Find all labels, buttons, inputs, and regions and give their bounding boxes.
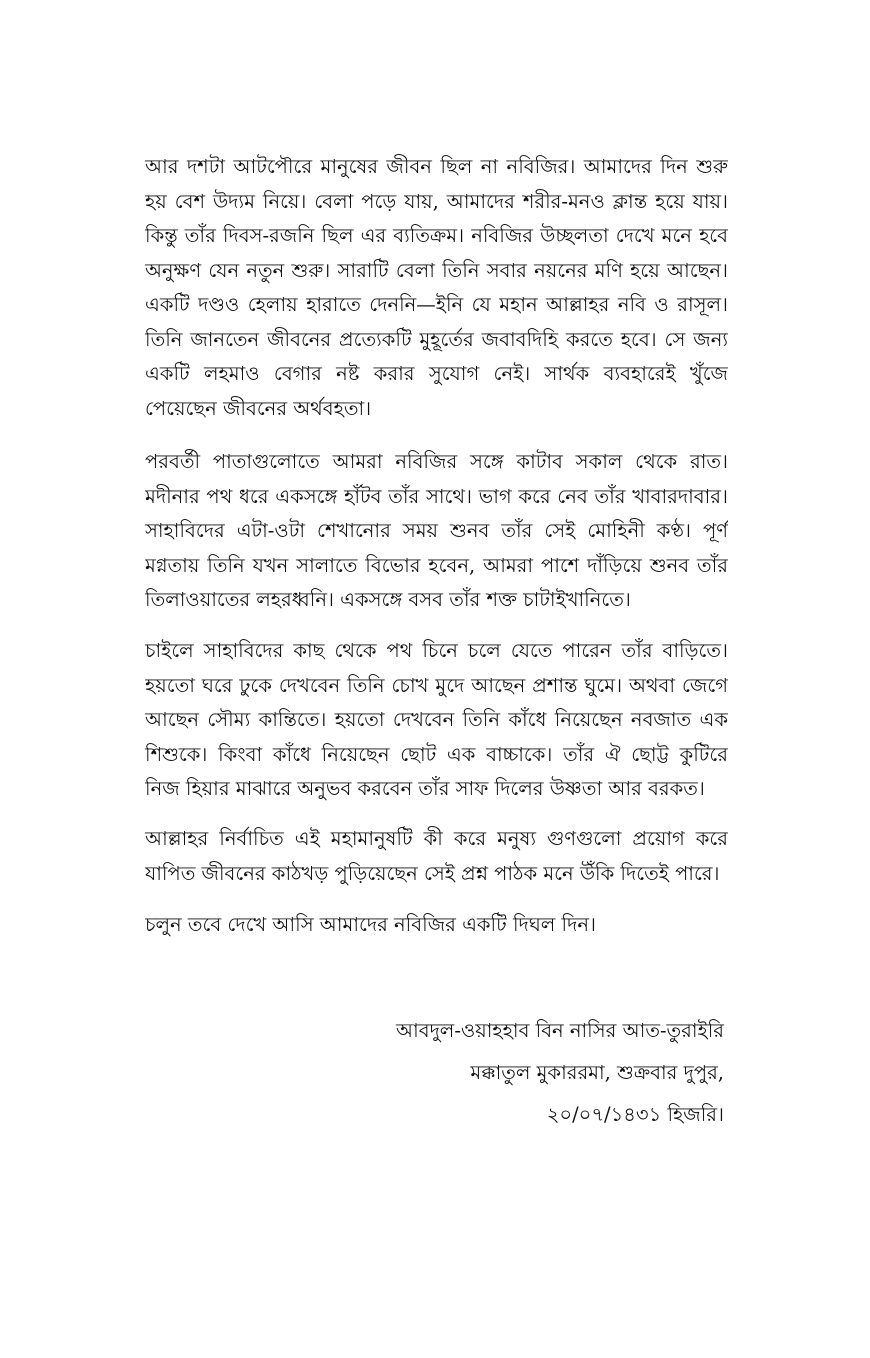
text-line: কিন্তু তাঁর দিবস-রজনি ছিল এর ব্যতিক্রম। নবিজির উচ্ছলতা দেখে মনে হবে xyxy=(145,224,728,247)
text-line: আর দশটা আটপৌরে মানুষের জীবন ছিল না নবিজির। আমাদের দিন শুরু xyxy=(145,155,728,178)
signature-author: আবদুল-ওয়াহহাব বিন নাসির আত-তুরাইরি xyxy=(395,1019,724,1042)
text-line: যাপিত জীবনের কাঠখড় পুড়িয়েছেন সেই প্রশ্ন পাঠক মনে উঁকি দিতেই পারে। xyxy=(145,861,720,885)
paragraph-question xyxy=(145,822,728,891)
signature-date: ২০/০৭/১৪৩১ হিজরি। xyxy=(546,1103,724,1126)
text-line: তিলাওয়াতের লহরধ্বনি। একসঙ্গে বসব তাঁর শক্ত চাটাইখানিতে। xyxy=(145,588,631,611)
text-line: আছেন সৌম্য কান্তিতে। হয়তো দেখবেন তিনি কাঁধে নিয়েছেন নবজাত এক xyxy=(145,708,728,731)
signature-place: মক্কাতুল মুকাররমা, শুক্রবার দুপুর, xyxy=(470,1061,724,1084)
text-line: অনুক্ষণ যেন নতুন শুরু। সারাটি বেলা তিনি সবার নয়নের মণি হয়ে আছেন। xyxy=(145,258,728,282)
text-line: শিশুকে। কিংবা কাঁধে নিয়েছেন ছোট এক বাচ্চাকে। তাঁর ঐ ছোট্ট কুটিরে xyxy=(145,742,728,766)
signature-block xyxy=(224,1010,724,1136)
text-line: নিজ হিয়ার মাঝারে অনুভব করবেন তাঁর সাফ দিলের উষ্ণতা আর বরকত। xyxy=(145,777,705,800)
paragraph-intro xyxy=(145,150,728,426)
text-line: সাহাবিদের এটা-ওটা শেখানোর সময় শুনব তাঁর সেই মোহিনী কণ্ঠ। পূর্ণ xyxy=(145,519,728,542)
text-line: একটি লহমাও বেগার নষ্ট করার সুযোগ নেই। সার্থক ব্যবহারেই খুঁজে xyxy=(145,362,728,385)
text-line: চাইলে সাহাবিদের কাছ থেকে পথ চিনে চলে যেতে পারেন তাঁর বাড়িতে। xyxy=(145,639,728,662)
text-line: পেয়েছেন জীবনের অর্থবহতা। xyxy=(145,396,372,420)
text-line: চলুন তবে দেখে আসি আমাদের নবিজির একটি দিঘল দিন। xyxy=(145,913,596,936)
text-line: হয়তো ঘরে ঢুকে দেখবেন তিনি চোখ মুদে আছেন প্রশান্ত ঘুমে। অথবা জেগে xyxy=(145,673,728,697)
text-line: মদীনার পথ ধরে একসঙ্গে হাঁটব তাঁর সাথে। ভাগ করে নেব তাঁর খাবারদাবার। xyxy=(145,484,728,508)
text-line: আল্লাহর নির্বাচিত এই মহামানুষটি কী করে মনুষ্য গুণগুলো প্রয়োগ করে xyxy=(145,827,728,850)
text-line: তিনি জানতেন জীবনের প্রত্যেকটি মুহূর্তের জবাবদিহি করতে হবে। সে জন্য xyxy=(145,327,728,351)
paragraph-invitation xyxy=(145,908,728,943)
paragraph-following-pages xyxy=(145,445,728,618)
text-line: পরবর্তী পাতাগুলোতে আমরা নবিজির সঙ্গে কাটাব সকাল থেকে রাত। xyxy=(145,450,728,473)
text-line: মগ্নতায় তিনি যখন সালাতে বিভোর হবেন, আমরা পাশে দাঁড়িয়ে শুনব তাঁর xyxy=(145,553,728,577)
text-line: একটি দণ্ডও হেলায় হারাতে দেননি—ইনি যে মহান আল্লাহর নবি ও রাসূল। xyxy=(145,293,728,316)
paragraph-visit-home xyxy=(145,634,728,807)
text-line: হয় বেশ উদ্যম নিয়ে। বেলা পড়ে যায়, আমাদের শরীর-মনও ক্লান্ত হয়ে যায়। xyxy=(145,189,728,213)
